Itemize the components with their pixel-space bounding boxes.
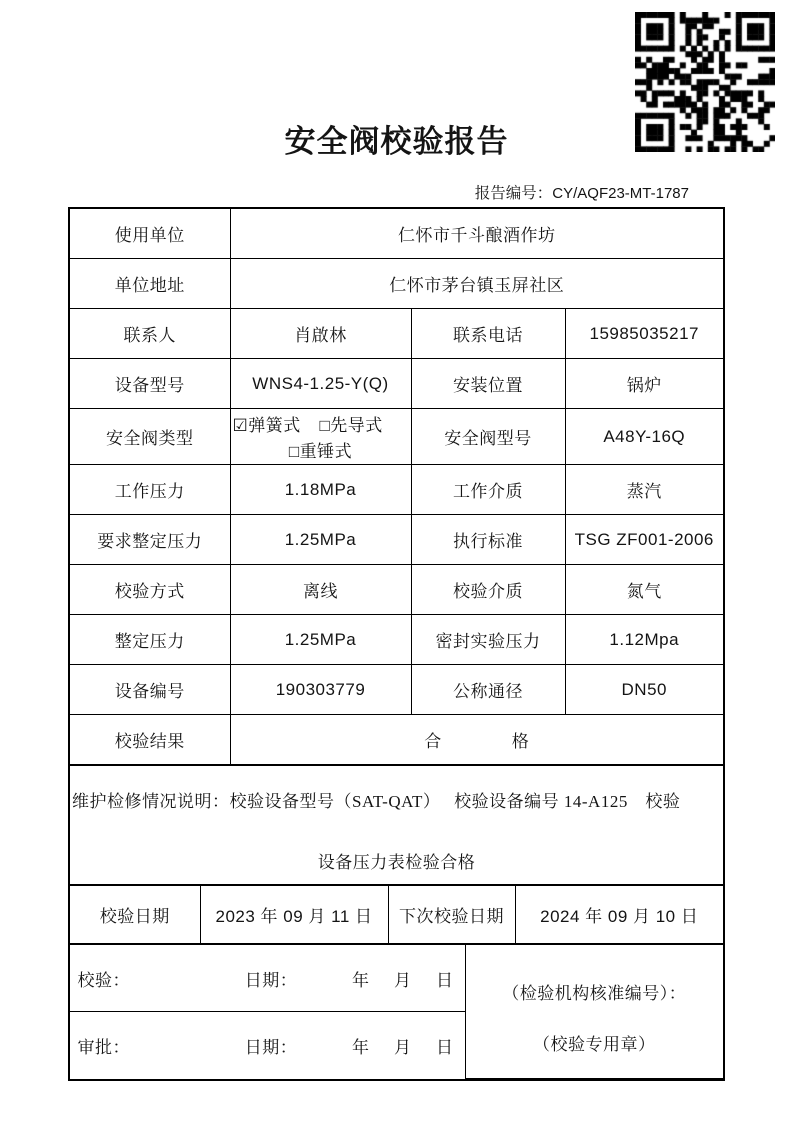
device-number-label: 设备编号: [70, 665, 230, 715]
report-table: [68, 207, 725, 1081]
table-row: [70, 766, 723, 885]
calibration-medium-label: 校验介质: [411, 565, 565, 615]
approver-date-label: 日期：: [244, 1037, 298, 1057]
table-row: [70, 615, 723, 665]
phone-label: 联系电话: [411, 309, 565, 359]
table-row: [70, 886, 723, 944]
table-row: [70, 209, 723, 259]
address-label: 单位地址: [70, 259, 230, 309]
valve-model-value: A48Y-16Q: [565, 409, 723, 465]
device-model-value: WNS4-1.25-Y(Q): [230, 359, 411, 409]
address-value: 仁怀市茅台镇玉屏社区: [230, 259, 723, 309]
report-number-line: [475, 181, 689, 203]
valve-type-label: 安全阀类型: [70, 409, 230, 465]
phone-value: 15985035217: [565, 309, 723, 359]
install-position-value: 锅炉: [565, 359, 723, 409]
org-seal-cell: [465, 945, 723, 1079]
main-info-table: [70, 209, 723, 765]
calibration-seal-line: （校验专用章）: [533, 1035, 656, 1055]
work-pressure-value: 1.18MPa: [230, 465, 411, 515]
report-number-label: 报告编号：: [474, 185, 553, 202]
table-row: [70, 945, 723, 1012]
table-row: [70, 409, 723, 465]
standard-value: TSG ZF001-2006: [565, 515, 723, 565]
checkbox-weight-type: □重锤式: [288, 442, 353, 461]
contact-label: 联系人: [70, 309, 230, 359]
calibration-date-label: 校验日期: [70, 886, 200, 944]
table-row: [70, 259, 723, 309]
seal-test-pressure-value: 1.12Mpa: [565, 615, 723, 665]
approver-signature-cell: [70, 1012, 465, 1079]
calibrator-signature-cell: [70, 945, 465, 1012]
work-medium-label: 工作介质: [411, 465, 565, 515]
table-row: [70, 565, 723, 615]
maintenance-note-cell: [70, 766, 723, 885]
table-row: [70, 515, 723, 565]
calibration-method-value: 离线: [230, 565, 411, 615]
calibration-date-table: [70, 885, 723, 944]
seal-test-pressure-label: 密封实验压力: [411, 615, 565, 665]
work-pressure-label: 工作压力: [70, 465, 230, 515]
install-position-label: 安装位置: [411, 359, 565, 409]
device-model-label: 设备型号: [70, 359, 230, 409]
signature-table: [70, 944, 723, 1079]
approver-ymd: 年 月 日: [352, 1037, 457, 1057]
nominal-diameter-value: DN50: [565, 665, 723, 715]
valve-type-options: [230, 409, 411, 465]
maintenance-note-table: [70, 765, 723, 885]
approver-label: 审批：: [77, 1037, 130, 1057]
result-value: 合 格: [230, 715, 723, 765]
device-number-value: 190303779: [230, 665, 411, 715]
calibration-method-label: 校验方式: [70, 565, 230, 615]
report-number-value: CY/AQF23-MT-1787: [552, 185, 689, 202]
calibration-date-value: 2023 年 09 月 11 日: [200, 886, 388, 944]
calibration-medium-value: 氮气: [565, 565, 723, 615]
next-calibration-date-value: 2024 年 09 月 10 日: [515, 886, 723, 944]
work-medium-value: 蒸汽: [565, 465, 723, 515]
org-approval-number-line: （检验机构核准编号）：: [502, 984, 687, 1004]
calibrator-ymd: 年 月 日: [352, 970, 457, 990]
result-label: 校验结果: [70, 715, 230, 765]
valve-model-label: 安全阀型号: [411, 409, 565, 465]
maintenance-note-line2: 设备压力表检验合格: [317, 853, 476, 872]
maintenance-note-line1: 维护检修情况说明：校验设备型号（SAT-QAT） 校验设备编号 14-A125 校验: [72, 792, 681, 811]
page-title: 安全阀校验报告: [284, 124, 509, 159]
checkbox-spring-type: ☑弹簧式: [232, 416, 301, 435]
set-pressure-label: 整定压力: [70, 615, 230, 665]
table-row: [70, 665, 723, 715]
table-row: [70, 465, 723, 515]
table-row: [70, 715, 723, 765]
table-row: [70, 359, 723, 409]
table-row: [70, 309, 723, 359]
checkbox-pilot-type: □先导式: [319, 416, 383, 435]
required-set-pressure-label: 要求整定压力: [70, 515, 230, 565]
required-set-pressure-value: 1.25MPa: [230, 515, 411, 565]
use-unit-value: 仁怀市千斗酿酒作坊: [230, 209, 723, 259]
set-pressure-value: 1.25MPa: [230, 615, 411, 665]
contact-value: 肖啟林: [230, 309, 411, 359]
calibrator-date-label: 日期：: [244, 970, 298, 990]
nominal-diameter-label: 公称通径: [411, 665, 565, 715]
next-calibration-date-label: 下次校验日期: [388, 886, 515, 944]
use-unit-label: 使用单位: [70, 209, 230, 259]
standard-label: 执行标准: [411, 515, 565, 565]
calibrator-label: 校验：: [77, 970, 130, 990]
